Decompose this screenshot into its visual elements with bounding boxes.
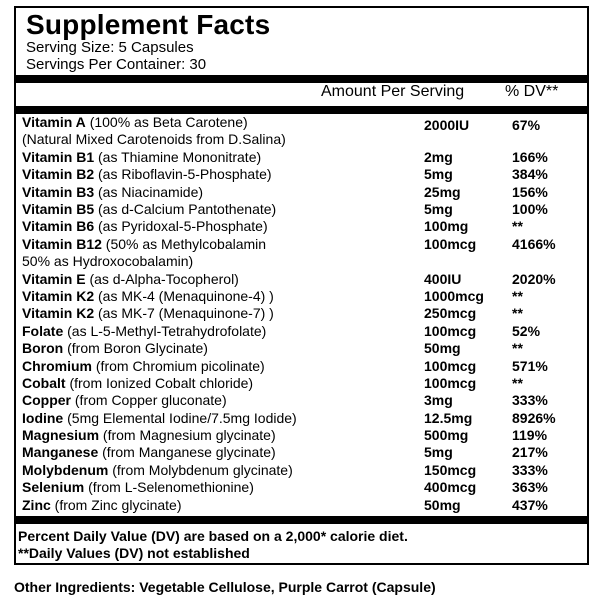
nutrient-amount: 1000mcg xyxy=(424,287,484,304)
nutrient-name-cell xyxy=(22,305,274,322)
nutrient-dv: 166% xyxy=(512,148,548,165)
nutrient-source: (5mg Elemental Iodine/7.5mg Iodide) xyxy=(67,409,297,426)
nutrient-dv: 217% xyxy=(512,444,548,461)
nutrient-source: (from Zinc glycinate) xyxy=(54,496,182,513)
nutrient-amount: 50mg xyxy=(424,496,461,513)
nutrient-row xyxy=(22,410,587,427)
nutrient-name-cell xyxy=(22,410,297,427)
nutrient-dv: 52% xyxy=(512,322,541,339)
nutrient-name: Selenium xyxy=(22,479,85,496)
nutrient-dv: ** xyxy=(512,374,523,391)
nutrient-table xyxy=(22,114,587,514)
nutrient-name-cell xyxy=(22,218,268,235)
nutrient-source: (from Molybdenum glycinate) xyxy=(112,461,293,478)
nutrient-source: (as d-Alpha-Tocopherol) xyxy=(89,270,239,287)
nutrient-name: Zinc xyxy=(22,496,51,513)
nutrient-dv: 100% xyxy=(512,200,548,217)
nutrient-dv: 384% xyxy=(512,166,548,183)
nutrient-name: Vitamin B5 xyxy=(22,200,95,217)
nutrient-source: (as Riboflavin-5-Phosphate) xyxy=(98,166,272,183)
nutrient-name-cell xyxy=(22,375,253,392)
nutrient-amount: 500mg xyxy=(424,427,469,444)
nutrient-source: (as Pyridoxal-5-Phosphate) xyxy=(98,218,268,235)
nutrient-source: (from Magnesium glycinate) xyxy=(102,427,276,444)
divider-thick-header xyxy=(16,106,587,114)
divider-thick-top xyxy=(16,75,587,83)
column-header-amount: Amount Per Serving xyxy=(321,83,465,100)
nutrient-source: (as d-Calcium Pantothenate) xyxy=(98,200,277,217)
nutrient-dv: 363% xyxy=(512,479,548,496)
nutrient-amount: 25mg xyxy=(424,183,461,200)
nutrient-name: Vitamin B1 xyxy=(22,148,95,165)
nutrient-row xyxy=(22,305,587,322)
nutrient-amount: 2mg xyxy=(424,148,453,165)
nutrient-name: Vitamin B2 xyxy=(22,166,95,183)
nutrient-name: Vitamin B6 xyxy=(22,218,95,235)
nutrient-source: (100% as Beta Carotene) xyxy=(89,114,248,130)
nutrient-name: Manganese xyxy=(22,444,99,461)
nutrient-name: Folate xyxy=(22,322,64,339)
nutrient-row xyxy=(22,236,587,271)
nutrient-name-cell xyxy=(22,166,272,183)
nutrient-name-cell xyxy=(22,392,227,409)
nutrient-source: (from Chromium picolinate) xyxy=(95,357,265,374)
nutrient-dv: 8926% xyxy=(512,409,556,426)
label-title: Supplement Facts xyxy=(26,9,271,40)
nutrient-dv: 4166% xyxy=(512,235,556,252)
nutrient-source: (as MK-4 (Menaquinone-4) ) xyxy=(98,287,274,304)
nutrient-source: (as MK-7 (Menaquinone-7) ) xyxy=(98,305,274,322)
nutrient-amount: 5mg xyxy=(424,444,453,461)
nutrient-row xyxy=(22,114,587,149)
divider-thick-bottom xyxy=(16,516,587,524)
nutrient-row xyxy=(22,358,587,375)
nutrient-name: Cobalt xyxy=(22,374,66,391)
nutrient-name: Vitamin K2 xyxy=(22,305,95,322)
nutrient-source: (as L-5-Methyl-Tetrahydrofolate) xyxy=(67,322,267,339)
nutrient-row xyxy=(22,201,587,218)
nutrient-source: (as Niacinamide) xyxy=(98,183,204,200)
footnote-dv-basis: Percent Daily Value (DV) are based on a 2,000* calorie diet. xyxy=(18,528,408,544)
nutrient-name: Vitamin E xyxy=(22,270,86,287)
nutrient-row xyxy=(22,392,587,409)
nutrient-row xyxy=(22,288,587,305)
nutrient-source-line2: 50% as Hydroxocobalamin) xyxy=(22,253,194,270)
nutrient-source: (as Thiamine Mononitrate) xyxy=(98,148,262,165)
nutrient-name-cell xyxy=(22,340,208,357)
nutrient-source: (from Manganese glycinate) xyxy=(102,444,276,461)
nutrient-dv: 571% xyxy=(512,357,548,374)
nutrient-name-cell xyxy=(22,358,265,375)
other-ingredients: Other Ingredients: Vegetable Cellulose, Purple Carrot (Capsule) xyxy=(14,579,436,595)
nutrient-name-cell xyxy=(22,323,266,340)
nutrient-name-cell xyxy=(22,288,274,305)
nutrient-amount: 50mg xyxy=(424,340,461,357)
nutrient-name-cell xyxy=(22,236,266,253)
serving-size: Serving Size: 5 Capsules xyxy=(26,39,194,56)
nutrient-name-cell xyxy=(22,462,293,479)
nutrient-name-cell xyxy=(22,444,276,461)
nutrient-row xyxy=(22,271,587,288)
nutrient-name-cell xyxy=(22,184,203,201)
nutrient-row xyxy=(22,184,587,201)
nutrient-dv: ** xyxy=(512,340,523,357)
nutrient-row xyxy=(22,462,587,479)
nutrient-amount: 400mcg xyxy=(424,479,477,496)
nutrient-row xyxy=(22,149,587,166)
nutrient-row xyxy=(22,218,587,235)
nutrient-dv: 437% xyxy=(512,496,548,513)
nutrient-dv: 67% xyxy=(512,117,541,133)
nutrient-name: Iodine xyxy=(22,409,64,426)
nutrient-source: (from Copper gluconate) xyxy=(74,392,227,409)
nutrient-row xyxy=(22,375,587,392)
nutrient-row xyxy=(22,444,587,461)
nutrient-name-cell xyxy=(22,201,276,218)
nutrient-name-cell xyxy=(22,149,261,166)
nutrient-dv: ** xyxy=(512,218,523,235)
nutrient-name: Vitamin B3 xyxy=(22,183,95,200)
nutrient-name: Boron xyxy=(22,340,64,357)
nutrient-amount: 100mcg xyxy=(424,374,477,391)
nutrient-amount: 2000IU xyxy=(424,117,470,133)
nutrient-amount: 3mg xyxy=(424,392,453,409)
nutrient-row xyxy=(22,479,587,496)
nutrient-dv: 156% xyxy=(512,183,548,200)
nutrient-row xyxy=(22,323,587,340)
nutrient-dv: ** xyxy=(512,305,523,322)
nutrient-name-cell xyxy=(22,427,276,444)
nutrient-dv: 119% xyxy=(512,427,548,444)
nutrient-dv: 2020% xyxy=(512,270,556,287)
nutrient-name: Vitamin K2 xyxy=(22,287,95,304)
footnote-dv-not-established: **Daily Values (DV) not established xyxy=(18,545,250,561)
supplement-facts-panel xyxy=(14,6,589,565)
nutrient-row xyxy=(22,166,587,183)
nutrient-source: (from Ionized Cobalt chloride) xyxy=(69,374,254,391)
column-header-dv: % DV** xyxy=(505,83,559,100)
nutrient-amount: 100mg xyxy=(424,218,469,235)
nutrient-row xyxy=(22,340,587,357)
nutrient-name: Vitamin A xyxy=(22,114,86,130)
nutrient-amount: 150mcg xyxy=(424,461,477,478)
nutrient-dv: 333% xyxy=(512,461,548,478)
nutrient-source-line2: (Natural Mixed Carotenoids from D.Salina) xyxy=(22,131,286,148)
nutrient-name: Molybdenum xyxy=(22,461,109,478)
nutrient-source: (from L-Selenomethionine) xyxy=(88,479,254,496)
nutrient-name: Chromium xyxy=(22,357,92,374)
nutrient-name-cell xyxy=(22,114,248,131)
nutrient-name-cell xyxy=(22,497,181,514)
nutrient-dv: ** xyxy=(512,287,523,304)
nutrient-amount: 100mcg xyxy=(424,235,477,252)
nutrient-source: (from Boron Glycinate) xyxy=(67,340,208,357)
nutrient-row xyxy=(22,497,587,514)
nutrient-amount: 5mg xyxy=(424,200,453,217)
nutrient-amount: 100mcg xyxy=(424,322,477,339)
nutrient-dv: 333% xyxy=(512,392,548,409)
nutrient-amount: 5mg xyxy=(424,166,453,183)
nutrient-amount: 250mcg xyxy=(424,305,477,322)
nutrient-name: Vitamin B12 xyxy=(22,235,102,252)
nutrient-source: (50% as Methylcobalamin xyxy=(105,235,267,252)
nutrient-name-cell xyxy=(22,479,254,496)
servings-per-container: Servings Per Container: 30 xyxy=(26,56,207,73)
nutrient-row xyxy=(22,427,587,444)
nutrient-name: Magnesium xyxy=(22,427,100,444)
nutrient-amount: 100mcg xyxy=(424,357,477,374)
nutrient-amount: 12.5mg xyxy=(424,409,473,426)
nutrient-name: Copper xyxy=(22,392,71,409)
nutrient-amount: 400IU xyxy=(424,270,462,287)
nutrient-name-cell xyxy=(22,271,239,288)
